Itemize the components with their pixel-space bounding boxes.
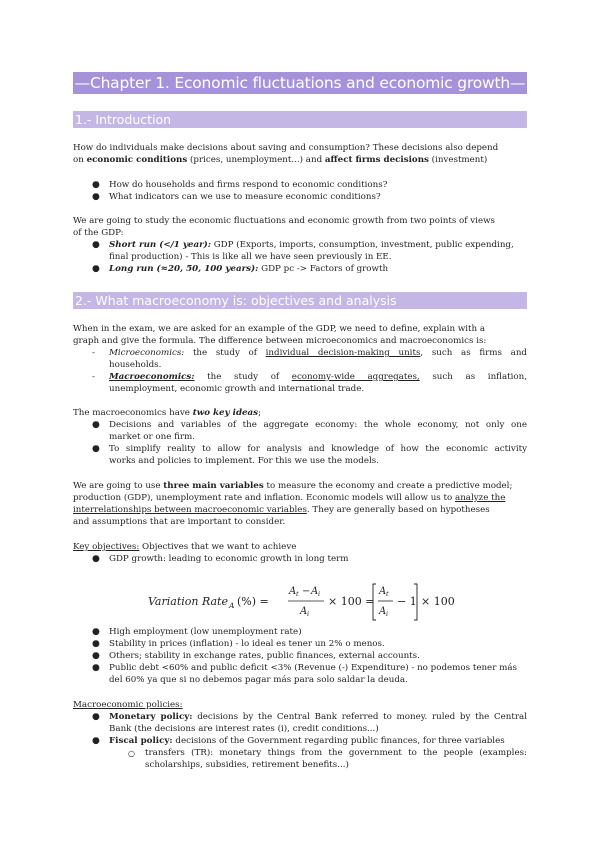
key-idea-2: To simplify reality to allow for analysis and knowledge of how the economic activity: [109, 444, 527, 454]
long-run-item: Long run (≈20, 50, 100 years): GDP pc -> Factors of growth: [109, 264, 389, 274]
objective-others: Others; stability in exchange rates, public finances, external accounts.: [109, 651, 420, 661]
views-paragraph-line1: We are going to study the economic fluctuations and economic growth from two points of views: [73, 216, 495, 226]
formula-minus-one: − 1: [397, 595, 417, 608]
monetary-policy-line2: Bank (the decisions are interest rates (i), credit conditions...): [109, 724, 379, 734]
bullet-dot: ●: [92, 420, 100, 430]
formula-times-100-end: × 100: [421, 595, 455, 608]
intro-paragraph-line2: on economic conditions (prices, unemployment...) and affect firms decisions (investment): [73, 155, 488, 165]
short-run-item-line2: final production) - This is like all we have seen previously in EE.: [109, 252, 392, 262]
fraction1-num-sub-i: i: [318, 590, 321, 598]
fraction1-num-a2: A: [311, 586, 319, 597]
monetary-policy-item: Monetary policy: decisions by the Central Bank referred to money. ruled by the Central: [109, 712, 528, 722]
key-ideas-intro: The macroeconomics have two key ideas;: [73, 408, 262, 418]
key-idea-2-line2: works and policies to implement. For this we use the models.: [109, 456, 379, 466]
variables-paragraph-line1: We are going to use three main variables to measure the economy and create a predictive model;: [73, 481, 513, 491]
bullet-dot: ●: [92, 639, 100, 649]
sub-bullet-circle: ○: [128, 749, 135, 758]
dash-marker: -: [92, 372, 95, 382]
bullet-dot: ●: [92, 264, 100, 274]
question-1: How do households and firms respond to economic conditions?: [109, 180, 388, 190]
fraction2-den-a: A: [379, 606, 387, 617]
objective-gdp-growth: GDP growth: leading to economic growth in long term: [109, 554, 349, 564]
bullet-dot: ●: [92, 712, 100, 722]
chapter-title: —Chapter 1. Economic fluctuations and economic growth—: [74, 74, 526, 92]
objective-public-debt-line2: del 60% ya que si no debemos pagar más para solo saldar la deuda.: [109, 675, 408, 685]
transfers-item-line2: scholarships, subsidies, retirement benefits...): [145, 760, 349, 770]
dash-marker: -: [92, 348, 95, 358]
micro-definition-line2: households.: [109, 360, 162, 370]
bullet-dot: ●: [92, 554, 100, 564]
fraction2-num-sub-t: t: [386, 590, 389, 598]
formula-percent: (%) =: [237, 595, 269, 608]
bullet-dot: ●: [92, 663, 100, 673]
objective-employment: High employment (low unemployment rate): [109, 627, 302, 637]
bullet-dot: ●: [92, 736, 100, 746]
macro-definition: Macroeconomics: the study of economy-wide aggregates, such as inflation,: [109, 372, 528, 382]
bullet-dot: ●: [92, 192, 100, 202]
section-heading-introduction: 1.- Introduction: [73, 111, 527, 128]
fraction1-num-a: A: [289, 586, 297, 597]
views-paragraph-line2: of the GDP:: [73, 228, 124, 238]
fraction2-den-sub-i: i: [386, 610, 389, 618]
variables-paragraph-line4: and assumptions that are important to consider.: [73, 517, 286, 527]
formula-lhs: Variation Rate: [148, 595, 228, 608]
key-objectives-heading: Key objectives: Objectives that we want to achieve: [73, 542, 297, 552]
fraction1-num-sub-t: t: [296, 590, 299, 598]
micro-definition: Microeconomics: the study of individual decision-making units, such as firms and: [109, 348, 527, 358]
exam-paragraph-line1: When in the exam, we are asked for an example of the GDP, we need to define, explain with a: [73, 324, 486, 334]
key-idea-1-line2: market or one firm.: [109, 432, 196, 442]
macro-policies-heading: Macroeconomic policies:: [73, 700, 183, 710]
macro-definition-line2: unemployment, economic growth and international trade.: [109, 384, 365, 394]
key-idea-1: Decisions and variables of the aggregate economy: the whole economy, not only one: [109, 420, 527, 430]
exam-paragraph-line2: graph and give the formula. The difference between microeconomics and macroeconomics is:: [73, 336, 487, 346]
bullet-dot: ●: [92, 627, 100, 637]
fiscal-policy-item: Fiscal policy: decisions of the Government regarding public finances, for three variables: [109, 736, 505, 746]
objective-public-debt: Public debt <60% and public deficit <3% (Revenue (-) Expenditure) - no podemos tener más: [109, 663, 517, 673]
objective-price-stability: Stability in prices (inflation) - lo ideal es tener un 2% o menos.: [109, 639, 385, 649]
variables-paragraph-line3: interrelationships between macroeconomic variables. They are generally based on hypotheses: [73, 505, 490, 515]
intro-paragraph-line1: How do individuals make decisions about saving and consumption? These decisions also depend: [73, 143, 499, 153]
bullet-dot: ●: [92, 651, 100, 661]
fraction2-num-a: A: [379, 586, 387, 597]
bullet-dot: ●: [92, 180, 100, 190]
variation-rate-formula: [148, 580, 455, 624]
variables-paragraph-line2: production (GDP), unemployment rate and inflation. Economic models will allow us to analyze the: [73, 493, 506, 503]
bullet-dot: ●: [92, 444, 100, 454]
fraction1-den-a: A: [300, 606, 308, 617]
question-2: What indicators can we use to measure economic conditions?: [109, 192, 381, 202]
section-heading-macroeconomy: 2.- What macroeconomy is: objectives and analysis: [73, 292, 527, 309]
fraction1-minus: −: [302, 586, 311, 597]
formula-lhs-subscript: A: [229, 601, 235, 610]
short-run-item: Short run (</1 year): GDP (Exports, imports, consumption, investment, public expending,: [109, 240, 514, 250]
transfers-item: transfers (TR): monetary things from the government to the people (examples:: [145, 748, 527, 758]
fraction1-den-sub-i: i: [307, 610, 310, 618]
formula-times-100: × 100 =: [328, 595, 375, 608]
bullet-dot: ●: [92, 240, 100, 250]
